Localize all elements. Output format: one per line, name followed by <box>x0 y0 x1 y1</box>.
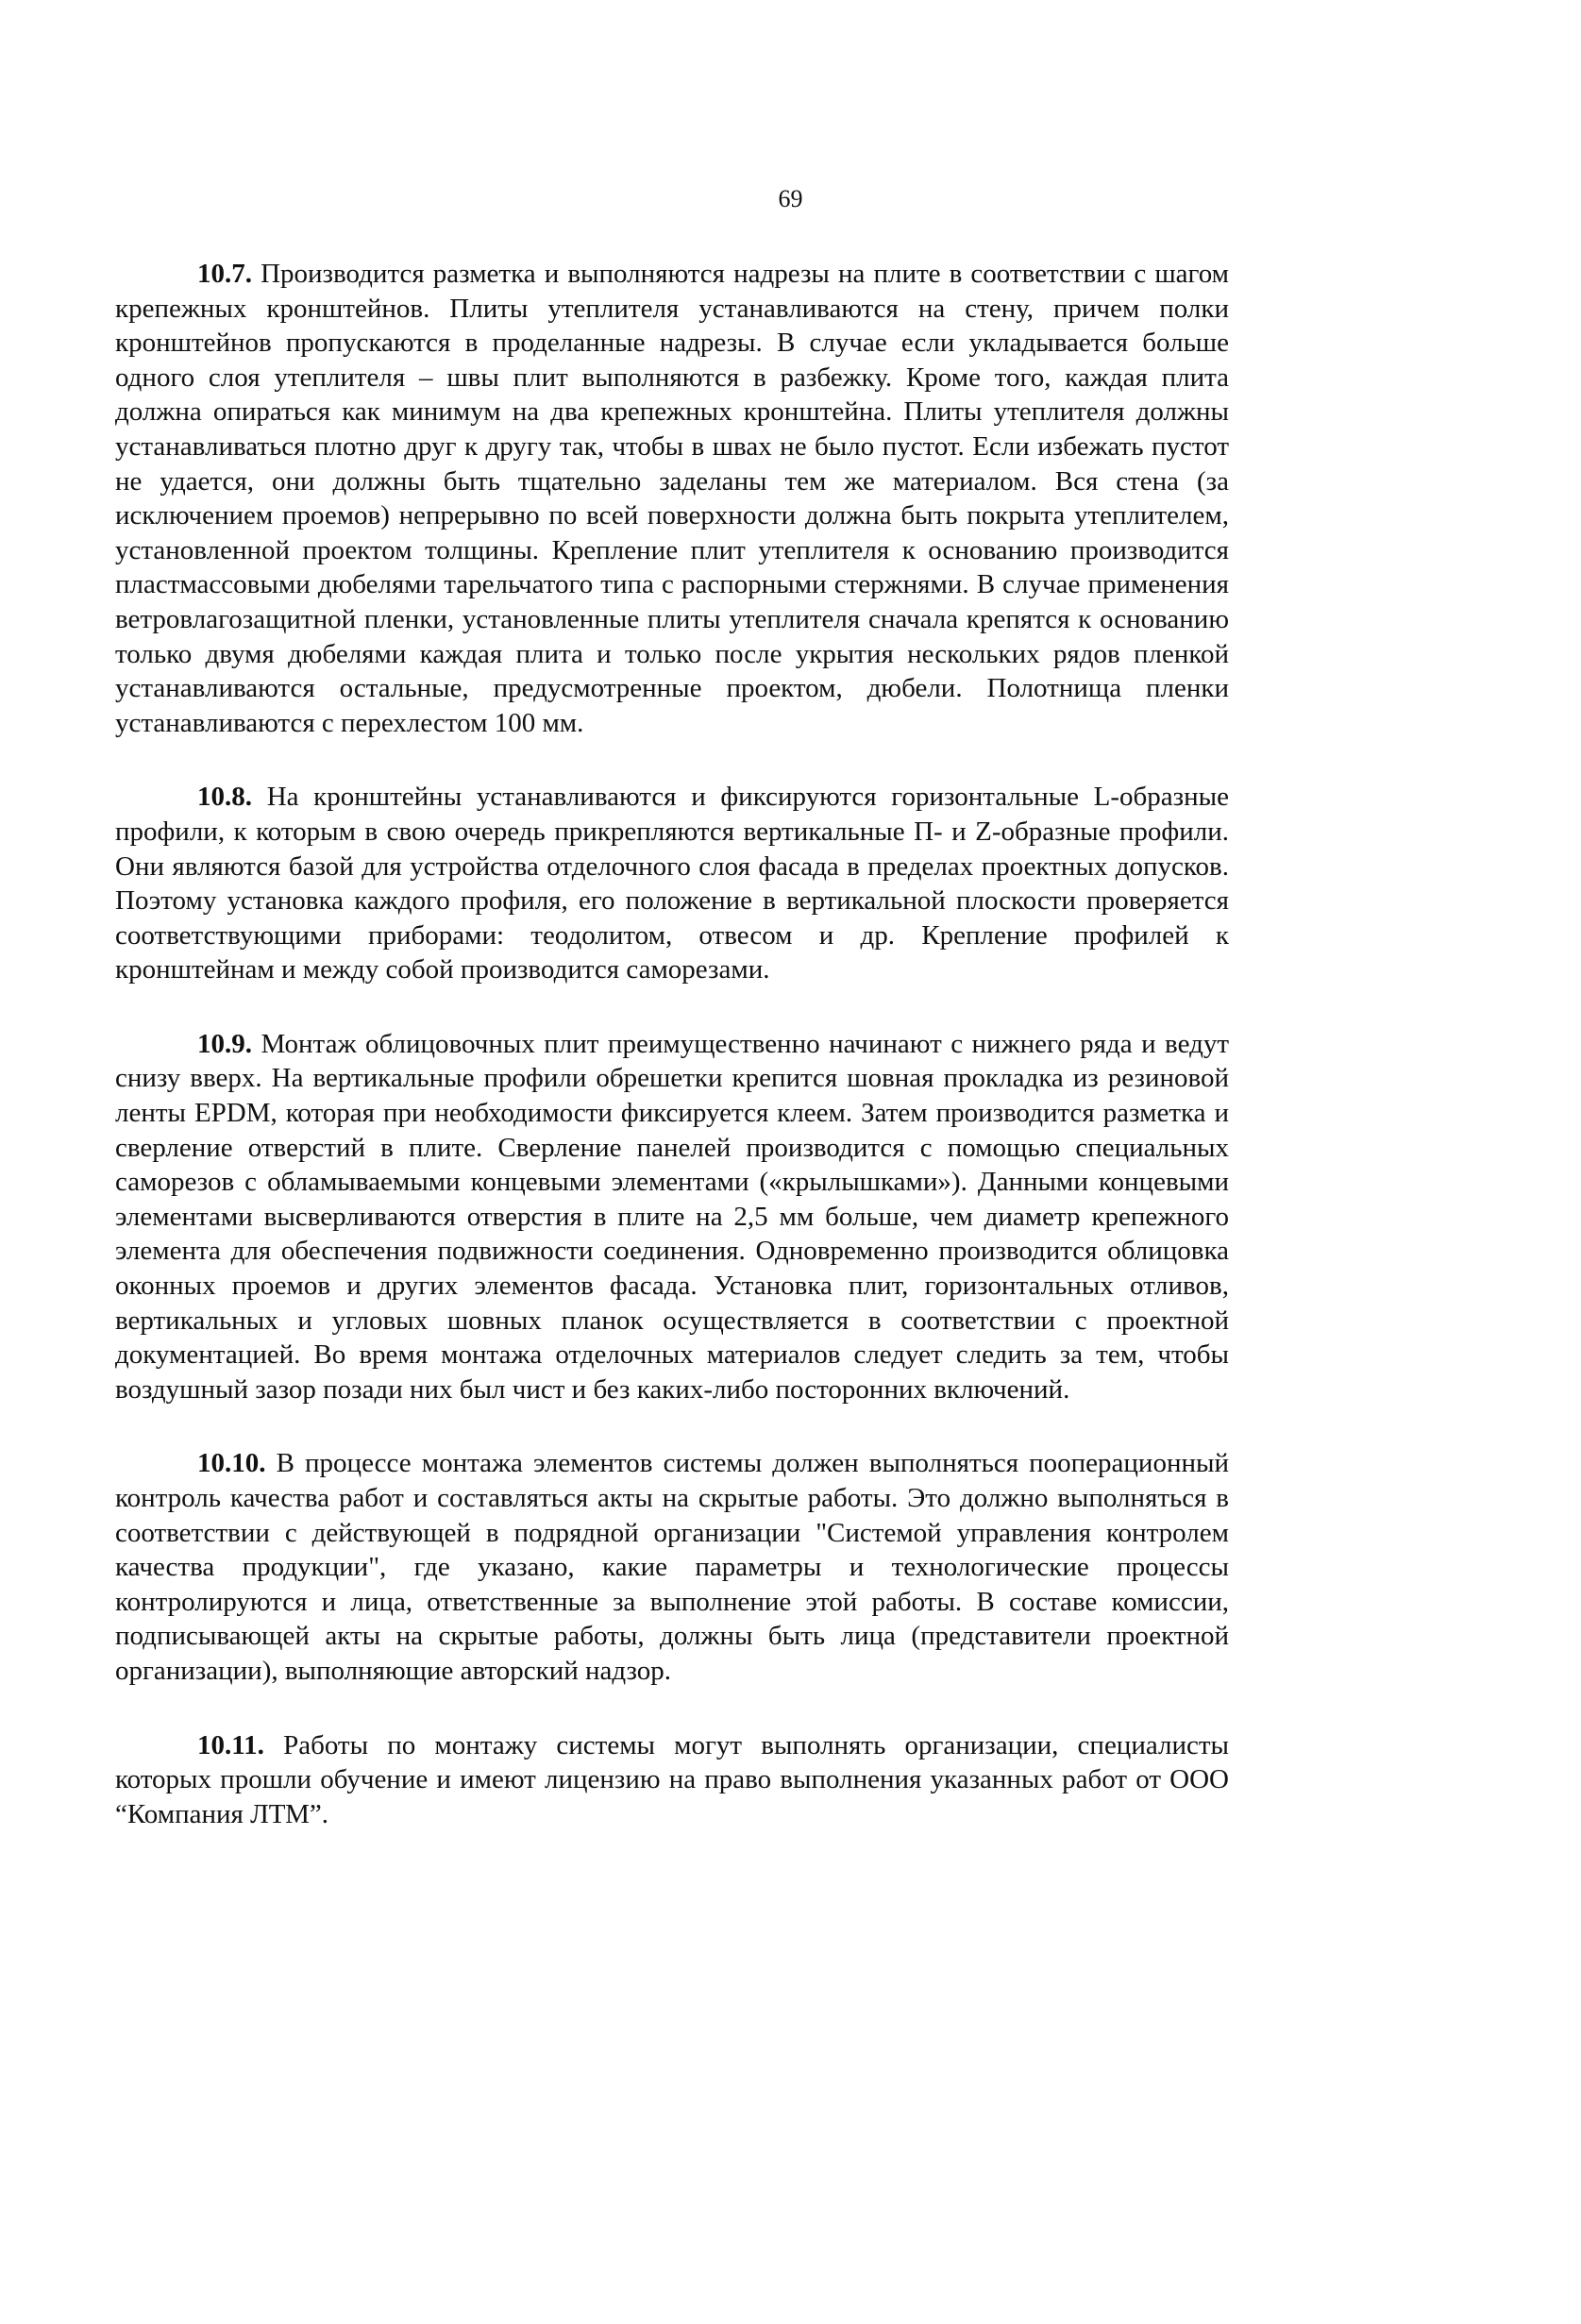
section-number: 10.9. <box>197 1028 252 1059</box>
section-10-7 <box>115 257 1229 740</box>
section-number: 10.11. <box>197 1729 264 1760</box>
section-10-9 <box>115 1027 1229 1407</box>
section-number: 10.10. <box>197 1448 266 1479</box>
section-text: Монтаж облицовочных плит преимущественно начинают с нижнего ряда и ведут снизу вверх. На вертикальные профили обрешетки крепится шовная прокладка из резиновой ленты EPDM, которая при необходимости фиксируется клеем. Затем производится разметка и сверление отверстий в плите. Сверление панелей производится с помощью специальных саморезов с обламываемыми концевыми элементами («крылышками»). Данными концевыми элементами высверливаются отверстия в плите на 2,5 мм больше, чем диаметр крепежного элемента для обеспечения подвижности соединения. Одновременно производится облицовка оконных проемов и других элементов фасада. Установка плит, горизонтальных отливов, вертикальных и угловых шовных планок осуществляется в соответствии с проектной документацией. Во время монтажа отделочных материалов следует следить за тем, чтобы воздушный зазор позади них был чист и без каких-либо посторонних включений. <box>115 1028 1229 1405</box>
section-10-11 <box>115 1728 1229 1832</box>
section-text: Производится разметка и выполняются надрезы на плите в соответствии с шагом крепежных кронштейнов. Плиты утеплителя устанавливаются на стену, причем полки кронштейнов пропускаются в проделанные надрезы. В случае если укладывается больше одного слоя утеплителя – швы плит выполняются в разбежку. Кроме того, каждая плита должна опираться как минимум на два крепежных кронштейна. Плиты утеплителя должны устанавливаться плотно друг к другу так, чтобы в швах не было пустот. Если избежать пустот не удается, они должны быть тщательно заделаны тем же материалом. Вся стена (за исключением проемов) непрерывно по всей поверхности должна быть покрыта утеплителем, установленной проектом толщины. Крепление плит утеплителя к основанию производится пластмассовыми дюбелями тарельчатого типа с распорными стержнями. В случае применения ветровлагозащитной пленки, установленные плиты утеплителя сначала крепятся к основанию только двумя дюбелями каждая плита и только после укрытия нескольких рядов пленкой устанавливаются остальные, предусмотренные проектом, дюбели. Полотнища пленки устанавливаются с перехлестом 100 мм. <box>115 259 1229 738</box>
section-text: В процессе монтажа элементов системы должен выполняться пооперационный контроль качества работ и составляться акты на скрытые работы. Это должно выполняться в соответствии с действующей в подрядной организации "Системой управления контролем качества продукции", где указано, какие параметры и технологические процессы контролируются и лица, ответственные за выполнение этой работы. В составе комиссии, подписывающей акты на скрытые работы, должны быть лица (представители проектной организации), выполняющие авторский надзор. <box>115 1448 1229 1686</box>
section-10-10 <box>115 1446 1229 1688</box>
section-text: Работы по монтажу системы могут выполнять организации, специалисты которых прошли обучение и имеют лицензию на право выполнения указанных работ от ООО “Компания ЛТМ”. <box>115 1729 1229 1829</box>
section-10-8 <box>115 780 1229 987</box>
section-number: 10.7. <box>197 259 252 289</box>
section-number: 10.8. <box>197 782 252 813</box>
page-number: 69 <box>778 185 803 212</box>
section-text: На кронштейны устанавливаются и фиксируются горизонтальные L-образные профили, к которым в свою очередь прикрепляются вертикальные П- и Z-образные профили. Они являются базой для устройства отделочного слоя фасада в пределах проектных допусков. Поэтому установка каждого профиля, его положение в вертикальной плоскости проверяется соответствующими приборами: теодолитом, отвесом и др. Крепление профилей к кронштейнам и между собой производится саморезами. <box>115 782 1229 985</box>
document-body <box>115 257 1229 1831</box>
